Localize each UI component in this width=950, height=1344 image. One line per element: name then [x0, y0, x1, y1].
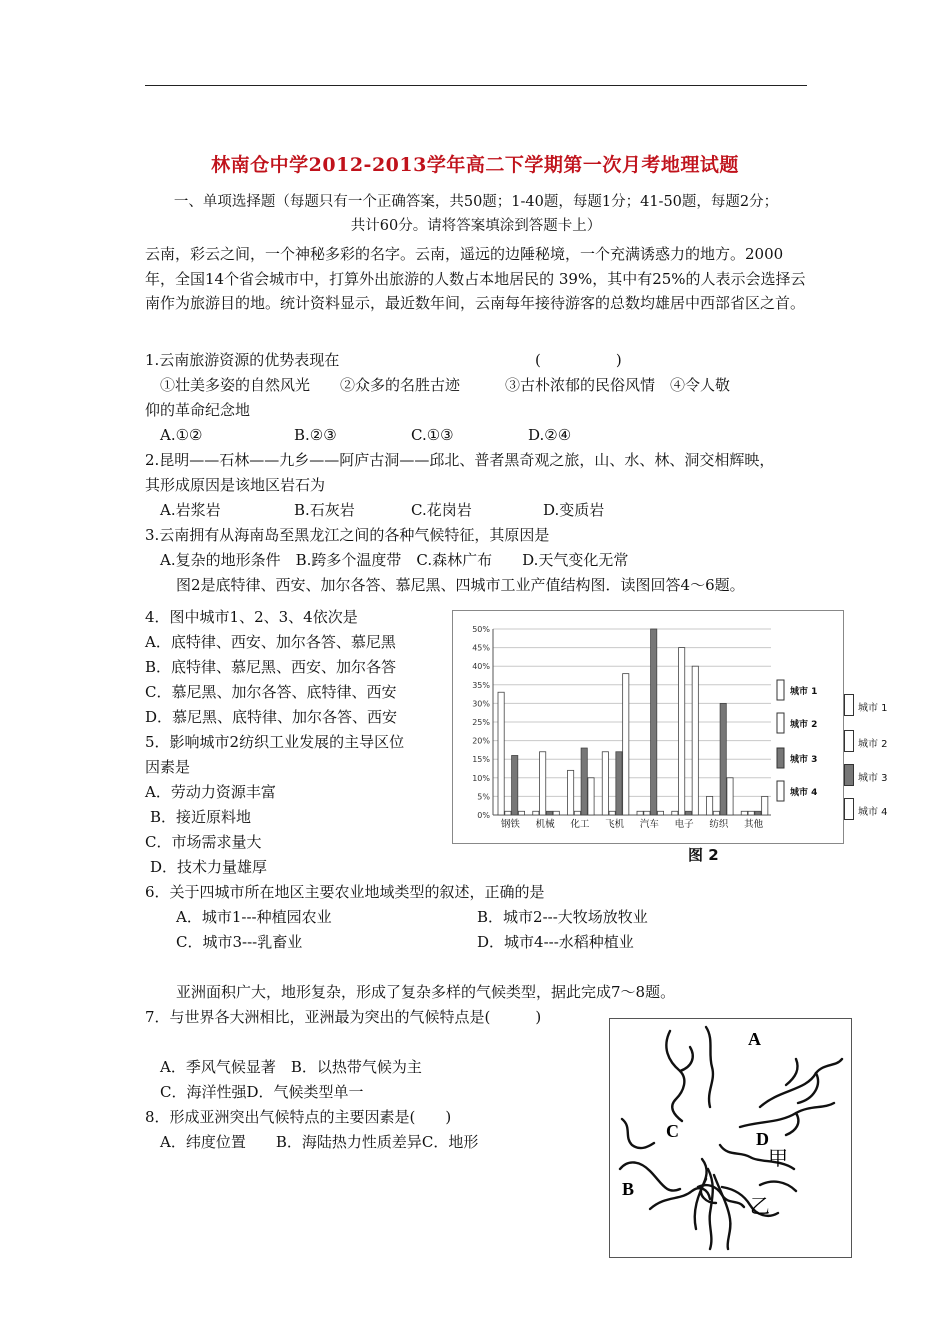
q2-stem-line-2: 其形成原因是该地区岩石为	[145, 476, 326, 494]
bar	[623, 674, 629, 815]
q1-option-d: D.②④	[528, 426, 572, 444]
bar	[644, 811, 650, 815]
y-tick-label: 5%	[477, 792, 490, 802]
legend-swatch	[777, 680, 784, 700]
q6-option-d: D．城市4---水稻种植业	[477, 933, 634, 951]
bar	[505, 811, 511, 815]
instructions-line-2: 共计60分。请将答案填涂到答题卡上）	[350, 218, 602, 234]
q5-option-b: B．接近原料地	[150, 808, 252, 826]
y-tick-label: 10%	[472, 773, 490, 783]
q7-stem: 7．与世界各大洲相比，亚洲最为突出的气候特点是( )	[145, 1008, 542, 1026]
y-tick-label: 35%	[472, 680, 490, 690]
legend-swatch	[777, 713, 784, 733]
x-tick-label: 钢铁	[500, 819, 520, 830]
bar	[727, 778, 733, 815]
q4-option-b: B．底特律、慕尼黑、西安、加尔各答	[145, 658, 397, 676]
map-label-c: C	[666, 1121, 679, 1141]
q2-stem-line-1: 2.昆明——石林——九乡——阿庐古洞——邱北、普者黑奇观之旅，山、水、林、洞交相辉映，	[145, 451, 775, 469]
bar	[755, 811, 761, 815]
bar	[602, 752, 608, 815]
x-tick-label: 机械	[535, 819, 555, 830]
bar	[685, 811, 691, 815]
q1-answer-paren: ( )	[535, 351, 622, 369]
outer-legend-swatch	[844, 798, 854, 820]
bar	[692, 666, 698, 815]
map-label-jia: 甲	[768, 1146, 788, 1170]
bar	[707, 796, 713, 815]
q2-option-d: D.变质岩	[543, 501, 605, 519]
q1-option-c: C.①③	[411, 426, 454, 444]
bar	[616, 752, 622, 815]
q8-options: A．纬度位置 B．海陆热力性质差异C．地形	[160, 1133, 479, 1151]
bar	[637, 811, 643, 815]
bar	[498, 692, 504, 815]
x-tick-label: 汽车	[639, 819, 659, 830]
x-tick-label: 其他	[744, 819, 764, 830]
q4-option-a: A．底特律、西安、加尔各答、慕尼黑	[145, 633, 396, 651]
asia-river-map	[609, 1018, 852, 1258]
bar	[720, 703, 726, 815]
bar	[748, 811, 754, 815]
q1-stem: 1.云南旅游资源的优势表现在	[145, 351, 340, 369]
x-tick-label: 飞机	[605, 819, 625, 830]
q6-option-b: B．城市2---大牧场放牧业	[477, 908, 648, 926]
yunnan-passage: 云南，彩云之间，一个神秘多彩的名字。云南，遥远的边陲秘境，一个充满诱惑力的地方。2000年，全国14个省会城市中，打算外出旅游的人数占本地居民的 39%，其中有25%的人表示会选择云南作为旅游目的地。统计资料显示，最近数年间，云南每年接待游客的总数均雄居中西部省区之首。	[145, 245, 806, 312]
q1-items-line-1: ①壮美多姿的自然风光 ②众多的名胜古迹 ③古朴浓郁的民俗风情 ④令人敬	[160, 376, 731, 394]
q7-options-cd: C．海洋性强D．气候类型单一	[160, 1083, 364, 1101]
y-tick-label: 0%	[477, 811, 490, 820]
q5-option-c: C．市场需求量大	[145, 833, 262, 851]
q7-options-ab: A．季风气候显著 B．以热带气候为主	[160, 1058, 422, 1076]
outer-legend-label: 城市 4	[858, 807, 888, 818]
bar	[588, 778, 594, 815]
page-title: 林南仓中学2012-2013学年高二下学期第一次月考地理试题	[211, 154, 739, 176]
y-tick-label: 15%	[472, 755, 490, 765]
figure-2-intro: 图2是底特律、西安、加尔各答、慕尼黑、四城市工业产值结构图．读图回答4～6题。	[176, 576, 745, 594]
outer-legend-label: 城市 3	[858, 773, 888, 784]
y-tick-label: 50%	[472, 625, 490, 634]
asia-intro: 亚洲面积广大，地形复杂，形成了复杂多样的气候类型，据此完成7～8题。	[176, 983, 676, 1001]
q2-option-c: C.花岗岩	[411, 501, 472, 519]
y-tick-label: 25%	[472, 718, 490, 727]
q2-option-b: B.石灰岩	[294, 501, 355, 519]
q6-stem: 6．关于四城市所在地区主要农业地域类型的叙述，正确的是	[145, 883, 545, 901]
map-label-d: D	[756, 1129, 769, 1149]
map-label-yi: 乙	[750, 1194, 770, 1218]
bar	[581, 748, 587, 815]
q4-option-d: D．慕尼黑、底特律、加尔各答、西安	[145, 708, 398, 726]
q5-stem-line-2: 因素是	[145, 758, 191, 776]
y-tick-label: 30%	[472, 699, 490, 709]
outer-legend-label: 城市 2	[858, 739, 888, 750]
bar	[533, 811, 539, 815]
bar	[540, 752, 546, 815]
x-tick-label: 纺织	[709, 819, 729, 830]
outer-legend	[842, 690, 942, 830]
bar	[574, 811, 580, 815]
legend-label: 城市 2	[790, 720, 818, 730]
river-map-svg	[610, 1019, 851, 1257]
instructions	[145, 190, 807, 238]
bar	[518, 811, 524, 815]
legend-swatch	[777, 781, 784, 801]
bar	[679, 648, 685, 815]
legend-label: 城市 3	[790, 755, 818, 765]
x-tick-label: 化工	[570, 819, 590, 830]
q1-items-line-2: 仰的革命纪念地	[145, 401, 251, 419]
bar	[546, 811, 552, 815]
q5-stem-line-1: 5．影响城市2纺织工业发展的主导区位	[145, 733, 405, 751]
q4-stem: 4．图中城市1、2、3、4依次是	[145, 608, 358, 626]
outer-legend-swatch	[844, 694, 854, 716]
bar	[512, 755, 518, 815]
bar	[741, 811, 747, 815]
q8-stem: 8．形成亚洲突出气候特点的主要因素是( )	[145, 1108, 452, 1126]
bar	[762, 796, 768, 815]
bar	[713, 811, 719, 815]
legend-label: 城市 1	[790, 687, 818, 697]
bar	[553, 811, 559, 815]
q5-option-a: A．劳动力资源丰富	[145, 783, 276, 801]
legend-label: 城市 4	[790, 788, 818, 798]
instructions-line-1: 一、单项选择题（每题只有一个正确答案，共50题；1-40题，每题1分；41-50题，每题2分；	[173, 194, 779, 210]
y-tick-label: 45%	[472, 643, 490, 653]
bar	[651, 629, 657, 815]
outer-legend-swatch	[844, 730, 854, 752]
q4-option-c: C．慕尼黑、加尔各答、底特律、西安	[145, 683, 397, 701]
q6-option-c: C．城市3---乳畜业	[176, 933, 303, 951]
figure-2-chart	[452, 610, 844, 844]
y-tick-label: 40%	[472, 662, 490, 672]
header-rule	[145, 85, 807, 86]
y-tick-label: 20%	[472, 736, 490, 746]
bar-chart-svg	[453, 611, 843, 843]
q1-option-b: B.②③	[294, 426, 337, 444]
legend-swatch	[777, 748, 784, 768]
outer-legend-label: 城市 1	[858, 703, 888, 714]
bar	[657, 811, 663, 815]
q1-option-a: A.①②	[160, 426, 203, 444]
q5-option-d: D．技术力量雄厚	[150, 858, 268, 876]
q2-option-a: A.岩浆岩	[160, 501, 221, 519]
map-label-a: A	[748, 1029, 761, 1049]
q6-option-a: A．城市1---种植园农业	[176, 908, 332, 926]
q3-options: A.复杂的地形条件 B.跨多个温度带 C.森林广布 D.天气变化无常	[160, 551, 629, 569]
outer-legend-swatch	[844, 764, 854, 786]
bar	[672, 811, 678, 815]
x-tick-label: 电子	[674, 819, 694, 830]
figure-2-label: 图 2	[688, 846, 719, 864]
bar	[609, 811, 615, 815]
bar	[568, 770, 574, 815]
q3-stem: 3.云南拥有从海南岛至黑龙江之间的各种气候特征，其原因是	[145, 526, 550, 544]
map-label-b: B	[622, 1179, 635, 1199]
